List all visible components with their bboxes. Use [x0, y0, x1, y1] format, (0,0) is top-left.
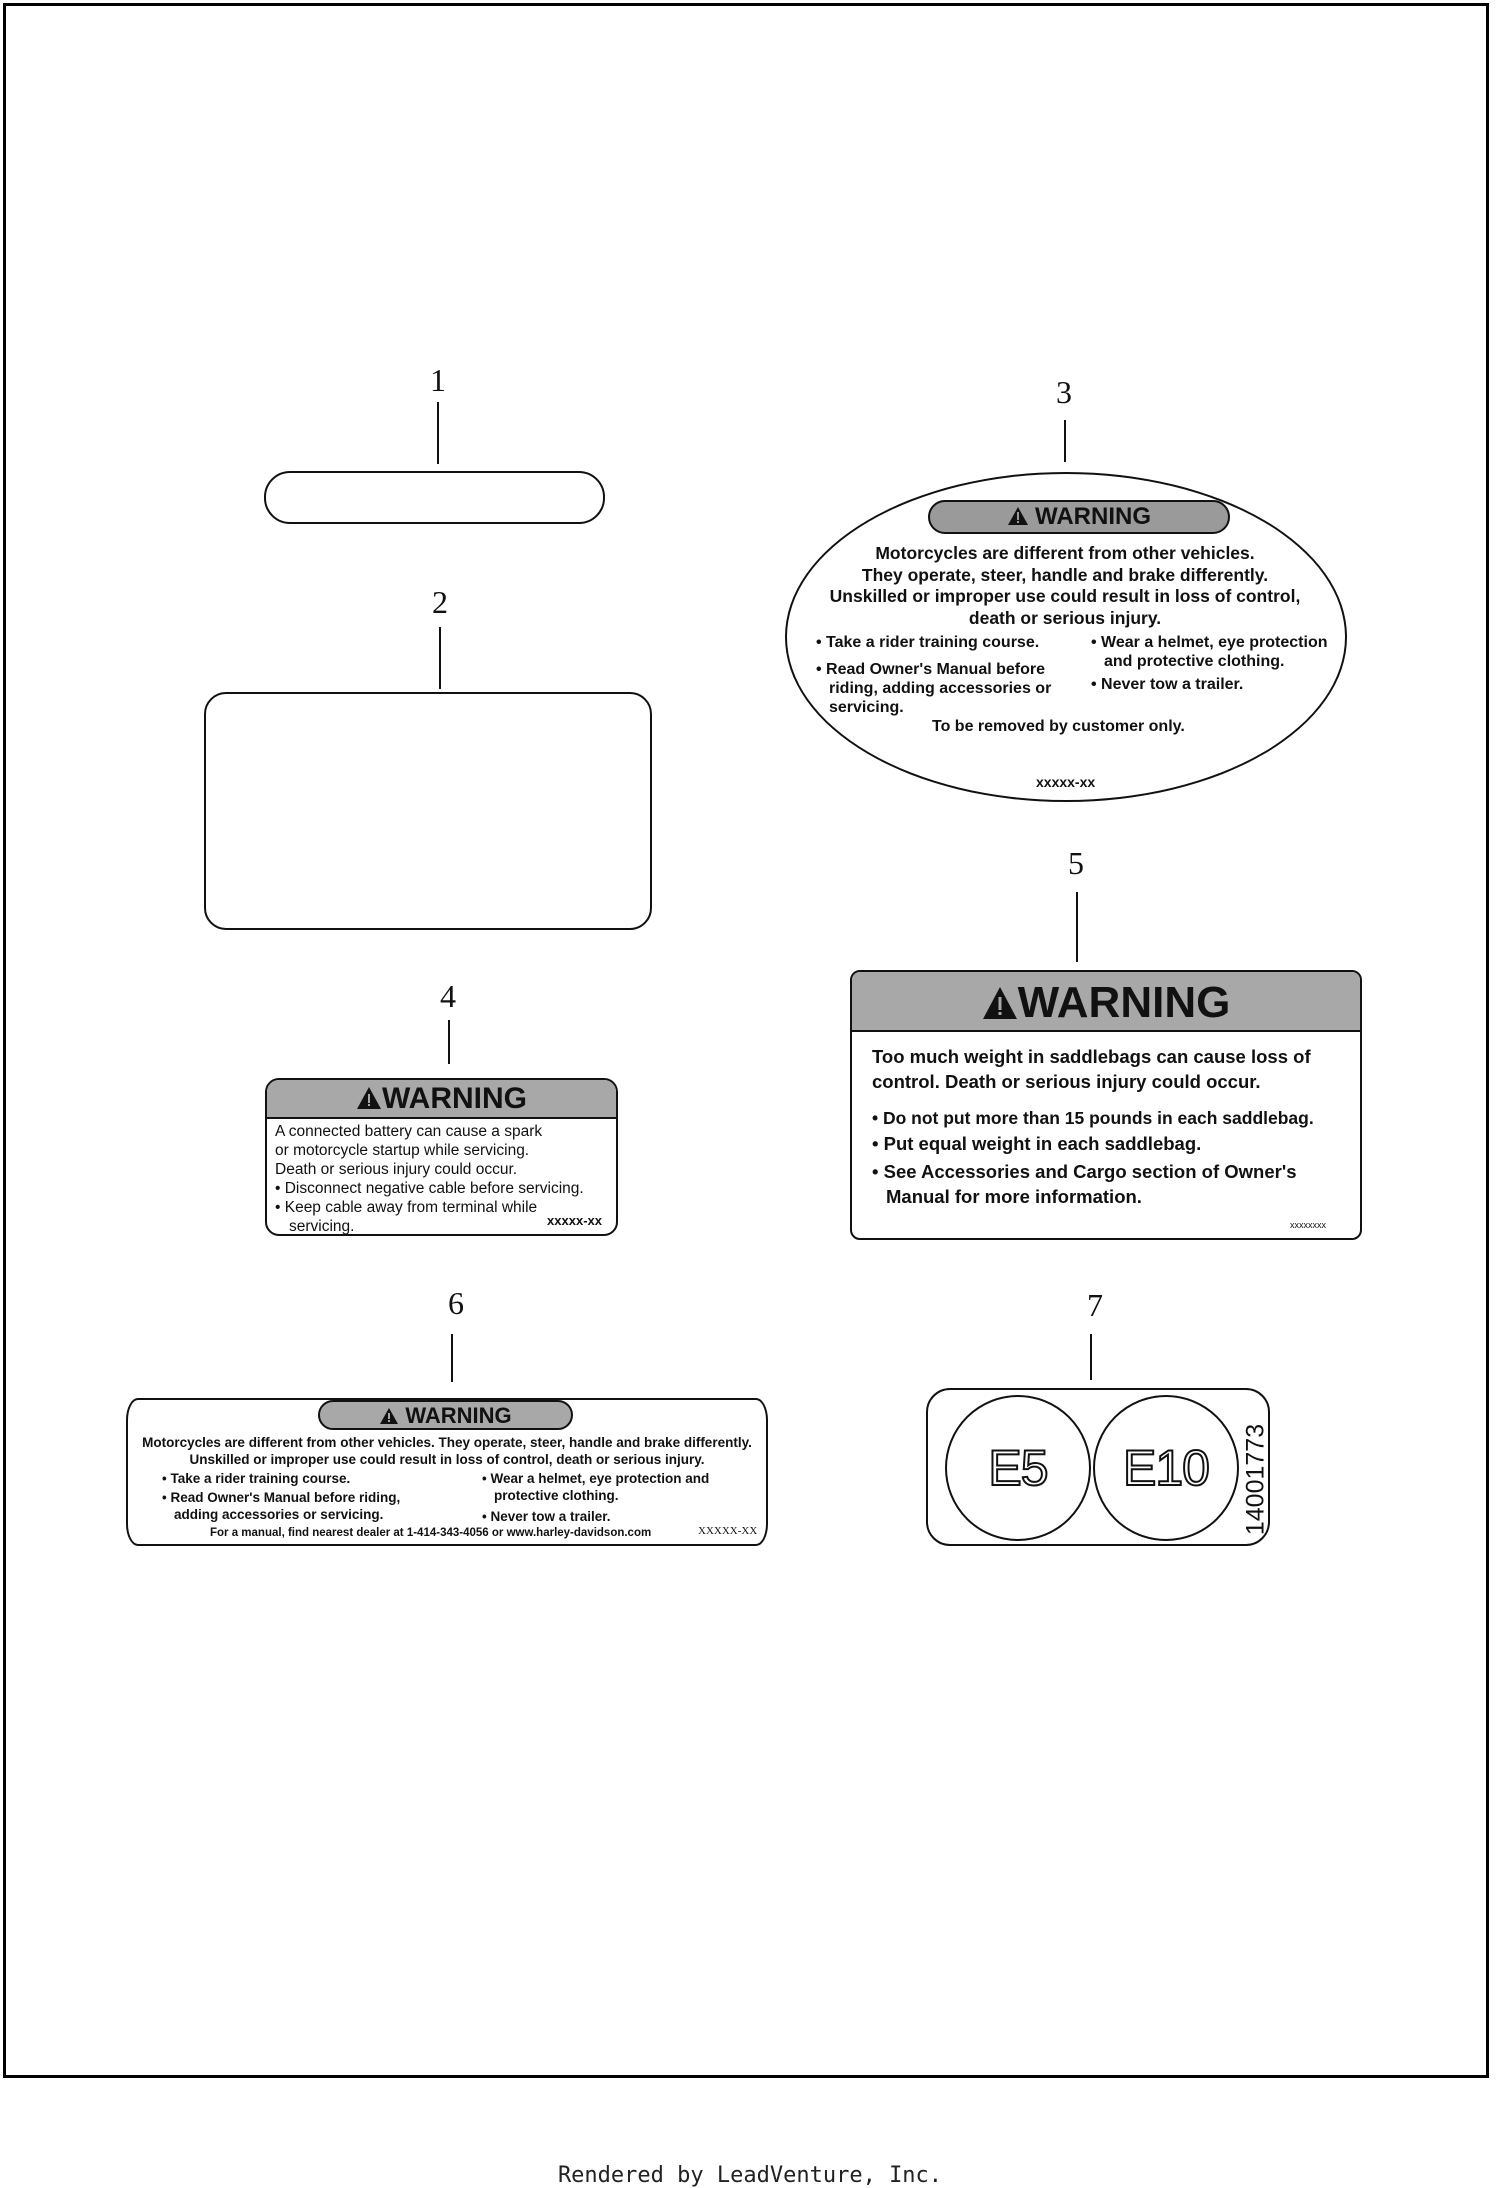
warning-heading-3: WARNING [1035, 503, 1151, 530]
callout-6: 6 [448, 1285, 464, 1321]
label4-line: or motorcycle startup while servicing. [275, 1142, 530, 1159]
bullet-item: • Take a rider training course. [162, 1471, 351, 1486]
callout-1: 1 [430, 362, 446, 398]
saddlebag-warning-label [850, 970, 1362, 1240]
callout-3: 3 [1056, 374, 1072, 410]
label6-footer: For a manual, find nearest dealer at 1-414-343-4056 or www.harley-davidson.com [210, 1527, 652, 1539]
bullet-item: • Put equal weight in each saddlebag. [872, 1133, 1202, 1154]
warning-banner-3 [928, 500, 1230, 534]
bullet-item: • Never tow a trailer. [1091, 676, 1244, 693]
leader-line-2 [439, 627, 441, 689]
label5-line: Too much weight in saddlebags can cause loss of [872, 1046, 1311, 1067]
badge-e10-text: E10 [1123, 1440, 1209, 1496]
warning-heading-4: WARNING [382, 1082, 527, 1115]
warning-heading-6: WARNING [405, 1403, 512, 1428]
bullet-item: adding accessories or servicing. [174, 1507, 384, 1522]
callout-2: 2 [432, 584, 448, 620]
leader-line-4 [448, 1020, 450, 1064]
label5-body [852, 1032, 1360, 1209]
label6-right-bullets [482, 1470, 709, 1525]
leader-line-7 [1090, 1334, 1092, 1380]
blank-decal-2 [204, 692, 652, 930]
label6-line: Motorcycles are different from other vehicles. They operate, steer, handle and brake differently. [142, 1435, 752, 1450]
bullet-item: riding, adding accessories or [829, 680, 1052, 697]
warning-heading-5: WARNING [1017, 978, 1231, 1027]
label3-left-bullets [816, 633, 1051, 717]
label4-code: xxxxx-xx [547, 1213, 602, 1228]
callout-5: 5 [1068, 845, 1084, 881]
label6-main-text [130, 1434, 764, 1468]
leader-line-3 [1064, 420, 1066, 462]
bullet-item: • See Accessories and Cargo section of Owner's [872, 1161, 1297, 1182]
label4-line: • Keep cable away from terminal while [275, 1199, 538, 1216]
bullet-item: protective clothing. [494, 1488, 619, 1503]
label4-line: A connected battery can cause a spark [275, 1123, 543, 1140]
badge-e10 [1093, 1395, 1239, 1541]
bullet-item: servicing. [829, 699, 904, 716]
label3-right-bullets [1091, 633, 1328, 694]
callout-4: 4 [440, 978, 456, 1014]
badge-e5 [945, 1395, 1091, 1541]
part-number: 14001773 [1241, 1423, 1270, 1536]
leader-line-5 [1076, 892, 1078, 962]
callout-7: 7 [1087, 1287, 1103, 1323]
label4-line: servicing. [289, 1218, 355, 1235]
bullet-item: and protective clothing. [1104, 653, 1285, 670]
label6-left-bullets [162, 1470, 400, 1523]
battery-warning-label [265, 1078, 618, 1236]
leader-line-6 [451, 1334, 453, 1382]
label3-code: xxxxx-xx [1036, 774, 1096, 790]
label3-main-text [800, 543, 1330, 629]
label3-line: Motorcycles are different from other vehicles. [875, 543, 1255, 563]
warning-banner-5 [852, 972, 1360, 1032]
warning-banner-4 [267, 1080, 616, 1119]
label5-line: control. Death or serious injury could occur. [872, 1071, 1261, 1092]
bullet-item: • Read Owner's Manual before [816, 661, 1046, 678]
label3-note: To be removed by customer only. [932, 718, 1185, 735]
warning-triangle-icon [379, 1407, 399, 1425]
label4-line: Death or serious injury could occur. [275, 1161, 518, 1178]
page-footer: Rendered by LeadVenture, Inc. [557, 2163, 943, 2188]
bullet-item: • Take a rider training course. [816, 634, 1040, 651]
bullet-item: • Never tow a trailer. [482, 1509, 611, 1524]
label5-code: xxxxxxxx [1290, 1220, 1326, 1230]
label3-line: death or serious injury. [968, 607, 1162, 628]
warning-triangle-icon [356, 1086, 382, 1110]
bullet-item: • Do not put more than 15 pounds in each saddlebag. [872, 1108, 1314, 1128]
warning-triangle-icon [1007, 506, 1029, 526]
label3-line: Unskilled or improper use could result in loss of control, [829, 586, 1301, 606]
badge-e5-text: E5 [988, 1440, 1048, 1496]
warning-banner-6 [318, 1400, 573, 1430]
warning-triangle-icon [982, 986, 1018, 1020]
label6-line: Unskilled or improper use could result in loss of control, death or serious injury. [189, 1452, 705, 1467]
leader-line-1 [437, 402, 439, 464]
label4-line: • Disconnect negative cable before servicing. [275, 1180, 584, 1197]
bullet-item: • Read Owner's Manual before riding, [162, 1490, 401, 1505]
bullet-item: • Wear a helmet, eye protection [1091, 634, 1328, 651]
blank-decal-1 [264, 471, 605, 524]
bullet-item: Manual for more information. [886, 1186, 1142, 1207]
label3-line: They operate, steer, handle and brake differently. [861, 564, 1269, 585]
label6-code: XXXXX-XX [698, 1525, 758, 1537]
bullet-item: • Wear a helmet, eye protection and [482, 1471, 710, 1486]
